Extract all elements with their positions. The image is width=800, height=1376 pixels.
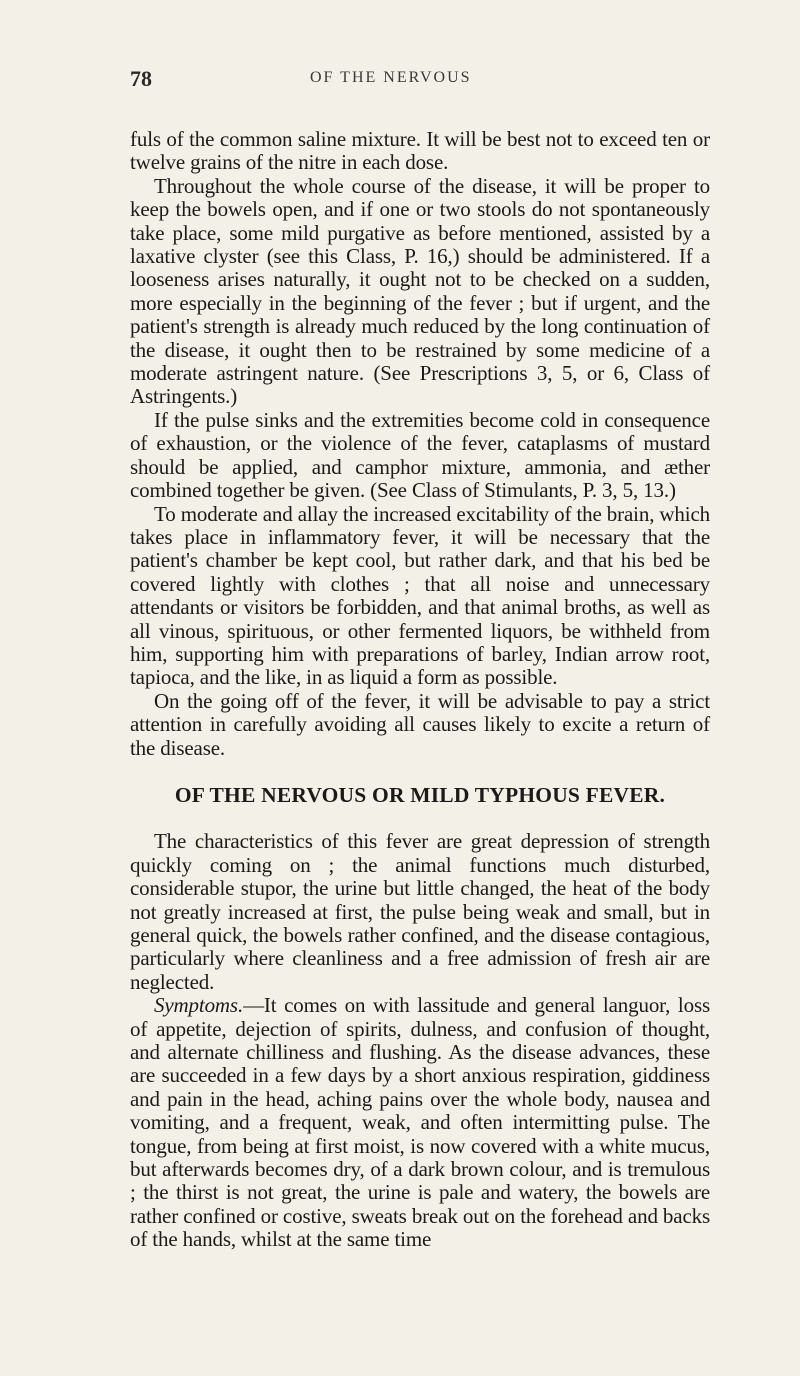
- symptoms-text: —It comes on with lassitude and general languor, loss of appetite, dejection of spirits, dulness, and confusion of thought, and alternate chilliness and flushing. As the disease advances, these are succeeded in a few days by a short anxious respiration, giddiness and pain in the head, aching pains over the whole body, nausea and vomiting, and a frequent, weak, and often intermitting pulse. The tongue, from being at first moist, is now covered with a white mucus, but afterwards becomes dry, of a dark brown colour, and is tremulous ; the thirst is not great, the urine is pale and watery, the bowels are rather confined or costive, sweats break out on the forehead and backs of the hands, whilst at the same time: [130, 993, 710, 1252]
- section-heading: OF THE NERVOUS OR MILD TYPHOUS FEVER.: [174, 782, 666, 807]
- paragraph-going-off: On the going off of the fever, it will be advisable to pay a strict attention in carefully avoiding all causes likely to excite a return of the disease.: [130, 688, 710, 760]
- paragraph-saline-mixture: fuls of the common saline mixture. It will be best not to exceed ten or twelve grains of the nitre in each dose.: [130, 127, 710, 175]
- page-number: 78: [130, 66, 152, 91]
- paragraph-pulse-sinks: If the pulse sinks and the extremities become cold in consequence of exhaustion, or the violence of the fever, cataplasms of mustard should be applied, and camphor mixture, ammonia, and æther combined together be given. (See Class of Stimulants, P. 3, 5, 13.): [130, 407, 710, 503]
- paragraph-excitability: To moderate and allay the increased excitability of the brain, which takes place in inflammatory fever, it will be necessary that the patient's chamber be kept cool, but rather dark, and that his bed be covered lightly with clothes ; that all noise and unnecessary attendants or visitors be forbidden, and that animal broths, as well as all vinous, spirituous, or other fermented liquors, be withheld from him, supporting him with preparations of barley, Indian arrow root, tapioca, and the like, in as liquid a form as possible.: [130, 501, 710, 690]
- running-head: [130, 66, 710, 94]
- paragraph-symptoms: [130, 994, 710, 1251]
- symptoms-label: Symptoms.: [154, 993, 244, 1018]
- paragraph-characteristics: The characteristics of this fever are great depression of strength quickly coming on ; the animal functions much disturbed, considerable stupor, the urine but little changed, the heat of the body not greatly increased at first, the pulse being weak and small, but in general quick, the bowels rather confined, and the disease contagious, particularly where cleanliness and a free admission of fresh air are neglected.: [130, 829, 710, 994]
- body-text: [130, 128, 710, 1252]
- running-title: OF THE NERVOUS: [310, 69, 472, 86]
- paragraph-bowels: Throughout the whole course of the disease, it will be proper to keep the bowels open, and if one or two stools do not spontaneously take place, some mild purgative as before mentioned, assisted by a laxative clyster (see this Class, P. 16,) should be administered. If a looseness arises naturally, it ought not to be checked on a sudden, more especially in the beginning of the fever ; but if urgent, and the patient's strength is already much reduced by the long continuation of the disease, it ought then to be restrained by some medicine of a moderate astringent nature. (See Prescriptions 3, 5, or 6, Class of Astringents.): [130, 173, 710, 409]
